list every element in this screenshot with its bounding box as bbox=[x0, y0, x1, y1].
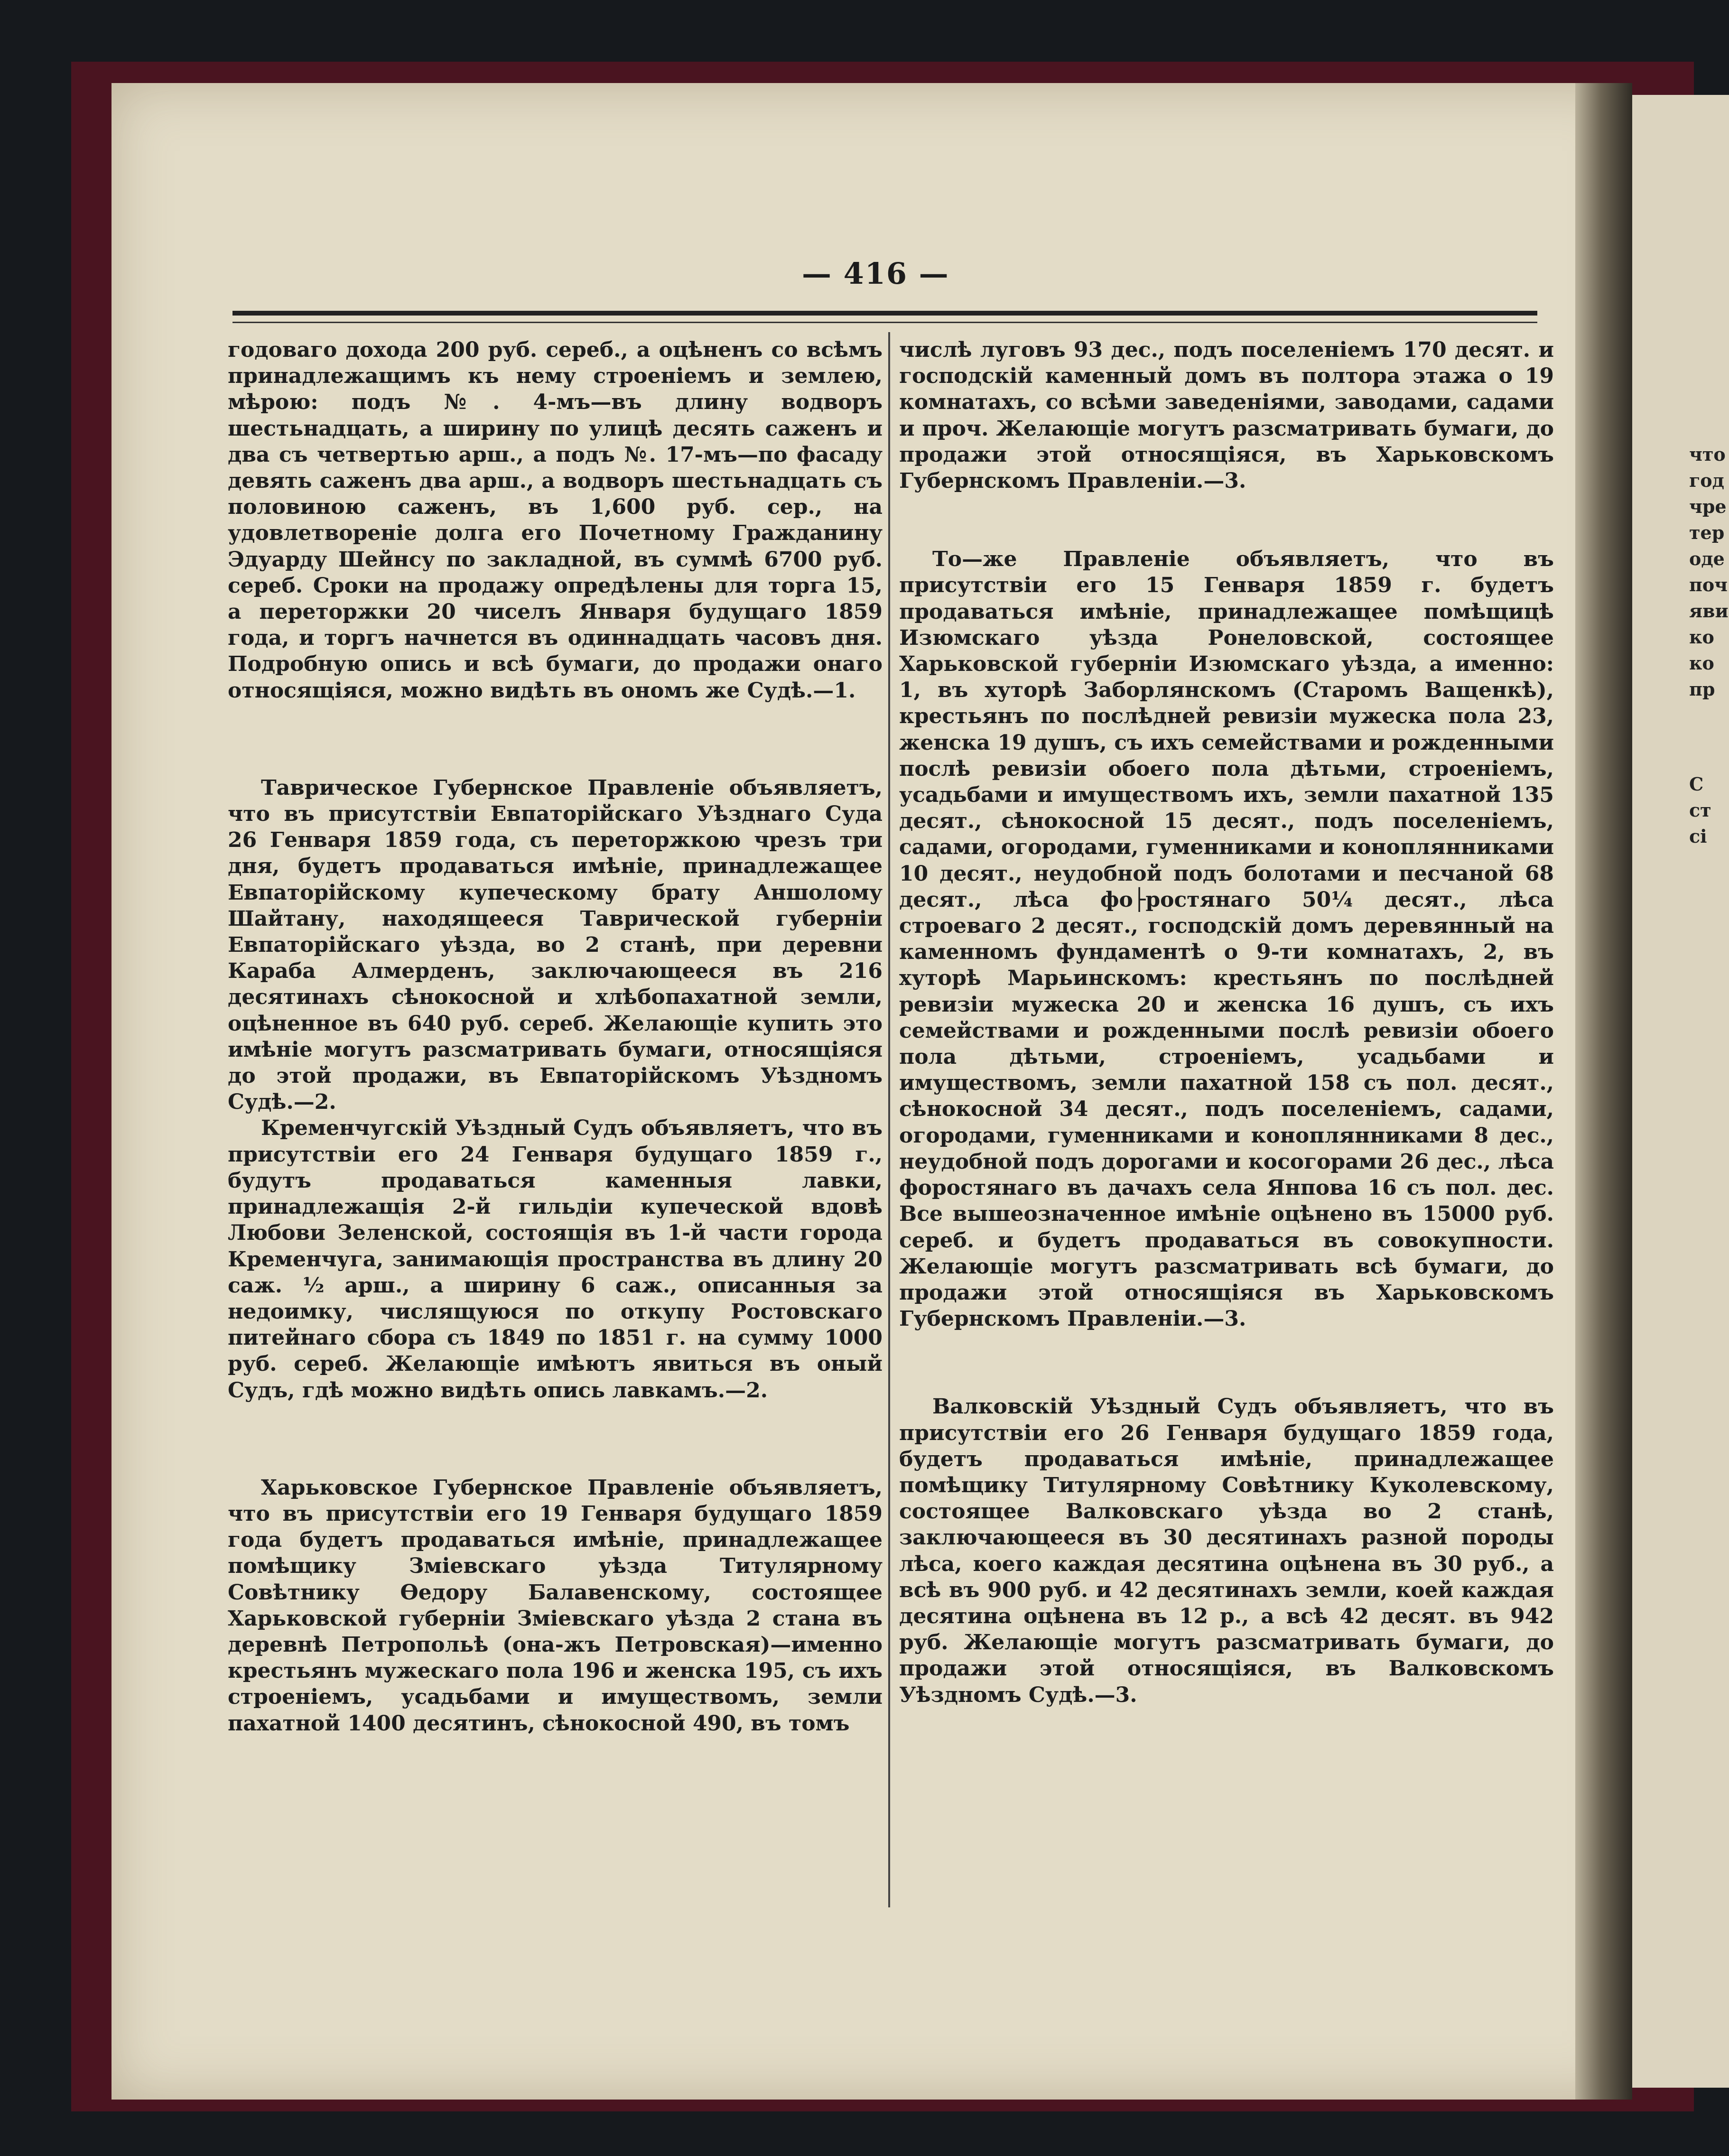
next-page-fragment: год bbox=[1689, 470, 1724, 491]
notice-paragraph: числѣ луговъ 93 дес., подъ поселеніемъ 170 десят. и господскій каменный домъ въ полтора этажа о 19 комнатахъ, со всѣми заведеніями, заводами, садами и проч. Желающіе могутъ разсматривать бумаги, до продажи этой относящіяся, въ Харьковскомъ Губернскомъ Правленіи.—3. bbox=[899, 338, 1554, 493]
next-page-fragment: С bbox=[1689, 773, 1704, 795]
book-gutter bbox=[1575, 83, 1632, 2100]
notice-paragraph: Кременчугскій Уѣздный Судъ объявляетъ, что въ присутствіи его 24 Генваря будущаго 1859 г., будутъ продаваться каменныя лавки, принадлежащія 2-й гильдіи купеческой вдовѣ Любови Зеленской, состоящія въ 1-й части города Кременчуга, занимающія пространства въ длину 20 саж. ½ арш., а ширину 6 саж., описанныя за недоимку, числящуюся по откупу Ростовскаго питейнаго сбора съ 1849 по 1851 г. на сумму 1000 руб. сереб. Желающіе имѣютъ явиться въ оный Судъ, гдѣ можно видѣть опись лавкамъ.—2. bbox=[228, 1116, 883, 1403]
notice-paragraph: Харьковское Губернское Правленіе объявляетъ, что въ присутствіи его 19 Генваря будущаго 1859 года будетъ продаваться имѣніе, принадлежащее помѣщику Зміевскаго уѣзда Титулярному Совѣтнику Ѳедору Балавенскому, состоящее Харьковской губерніи Зміевскаго уѣзда 2 стана въ деревнѣ Петропольѣ (она-жъ Петровская)—именно крестьянъ мужескаго пола 196 и женска 195, съ ихъ строеніемъ, усадьбами и имуществомъ, земли пахатной 1400 десятинъ, сѣнокосной 490, въ томъ bbox=[228, 1475, 883, 1736]
next-page-fragment: ко bbox=[1689, 652, 1714, 674]
header-rule-thin bbox=[232, 322, 1537, 323]
next-page-edge bbox=[1632, 95, 1729, 2088]
next-page-fragment: ко bbox=[1689, 626, 1714, 648]
header-rule bbox=[232, 311, 1537, 316]
next-page-fragment: оде bbox=[1689, 548, 1725, 569]
next-page-fragment: сі bbox=[1689, 826, 1707, 847]
notice-paragraph: То—же Правленіе объявляетъ, что въ присутствіи его 15 Генваря 1859 г. будетъ продаваться имѣніе, принадлежащее помѣщицѣ Изюмскаго уѣзда Ронеловской, состоящее Харьковской губерніи Изюмскаго уѣзда, а именно: 1, въ хуторѣ Заборлянскомъ (Старомъ Ващенкѣ), крестьянъ по послѣдней ревизіи мужеска пола 23, женска 19 душъ, съ ихъ семействами и рожденными послѣ ревизіи обоего пола дѣтьми, строеніемъ, усадьбами и имуществомъ ихъ, земли пахатной 135 десят., сѣнокосной 15 десят., подъ поселеніемъ, садами, огородами, гуменниками и коноплянниками 10 десят., неудобной подъ болотами и песчаной 68 десят., лѣса фо├ростянаго 50¼ десят., лѣса строеваго 2 десят., господскій домъ деревянный на каменномъ фундаментѣ о 9-ти комнатахъ, 2, въ хуторѣ Марьинскомъ: крестьянъ по послѣдней ревизіи мужеска 20 и женска 16 душъ, съ ихъ семействами и рожденными послѣ ревизіи обоего пола дѣтьми, строеніемъ, усадьбами и имуществомъ, земли пахатной 158 съ пол. десят., сѣнокосной 34 десят., подъ поселеніемъ, садами, огородами, гуменниками и коноплянниками 8 дес., неудобной подъ дорогами и косогорами 26 дес., лѣса форостянаго въ дачахъ села Янпова 16 съ пол. дес. Все вышеозначенное имѣніе оцѣнено въ 15000 руб. сереб. и будетъ продаваться въ совокупности. Желающіе могутъ разсматривать всѣ бумаги, до продажи этой относящіяся въ Харьковскомъ Губернскомъ Правленіи.—3. bbox=[899, 547, 1554, 1331]
next-page-fragment: яви bbox=[1689, 600, 1729, 622]
page-number: — 416 — bbox=[802, 256, 949, 291]
notice-paragraph: Таврическое Губернское Правленіе объявляетъ, что въ присутствіи Евпаторійскаго Уѣзднаго Суда 26 Генваря 1859 года, съ переторжкою чрезъ три дня, будетъ продаваться имѣніе, принадлежащее Евпаторійскому купеческому брату Аншолому Шайтану, находящееся Таврической губерніи Евпаторійскаго уѣзда, во 2 станѣ, при деревни Караба Алмерденъ, заключающееся въ 216 десятинахъ сѣнокосной и хлѣбопахатной земли, оцѣненное въ 640 руб. сереб. Желающіе купить это имѣніе могутъ разсматривать бумаги, относящіяся до этой продажи, въ Евпаторійскомъ Уѣздномъ Судѣ.—2. bbox=[228, 775, 883, 1115]
next-page-fragment: ст bbox=[1689, 799, 1711, 821]
next-page-fragment: чре bbox=[1689, 496, 1727, 517]
column-divider bbox=[888, 332, 890, 1907]
right-column bbox=[899, 337, 1554, 1708]
next-page-fragment: поч bbox=[1689, 574, 1728, 595]
page-header bbox=[232, 247, 1537, 332]
notice-paragraph: годоваго дохода 200 руб. сереб., а оцѣненъ со всѣмъ принадлежащимъ къ нему строеніемъ и землею, мѣрою: подъ №. 4-мъ—въ длину водворъ шестьнадцать, а ширину по улицѣ десять саженъ и два съ четвертью арш., а подъ №. 17-мъ—по фасаду девять саженъ два арш., а водворъ шестьнадцать съ половиною саженъ, въ 1,600 руб. сер., на удовлетвореніе долга его Почетному Гражданину Эдуарду Шейнсу по закладной, въ суммѣ 6700 руб. сереб. Сроки на продажу опредѣлены для торга 15, а переторжки 20 чиселъ Января будущаго 1859 года, и торгъ начнется въ одиннадцать часовъ дня. Подробную опись и всѣ бумаги, до продажи онаго относящіяся, можно видѣть въ ономъ же Судѣ.—1. bbox=[228, 338, 883, 703]
next-page-fragment: что bbox=[1689, 444, 1726, 465]
notice-paragraph: Валковскій Уѣздный Судъ объявляетъ, что въ присутствіи его 26 Генваря будущаго 1859 года, будетъ продаваться имѣніе, принадлежащее помѣщику Титулярному Совѣтнику Куколевскому, состоящее Валковскаго уѣзда во 2 станѣ, заключающееся въ 30 десятинахъ разной породы лѣса, коего каждая десятина оцѣнена въ 30 руб., а всѣ въ 900 руб. и 42 десятинахъ земли, коей каждая десятина оцѣнена въ 12 р., а всѣ 42 десят. въ 942 руб. Желающіе могутъ разсматривать бумаги, до продажи этой относящіяся, въ Валковскомъ Уѣздномъ Судѣ.—3. bbox=[899, 1394, 1554, 1707]
left-column bbox=[228, 337, 883, 1737]
next-page-fragment: тер bbox=[1689, 522, 1725, 543]
next-page-fragment: пр bbox=[1689, 678, 1715, 700]
